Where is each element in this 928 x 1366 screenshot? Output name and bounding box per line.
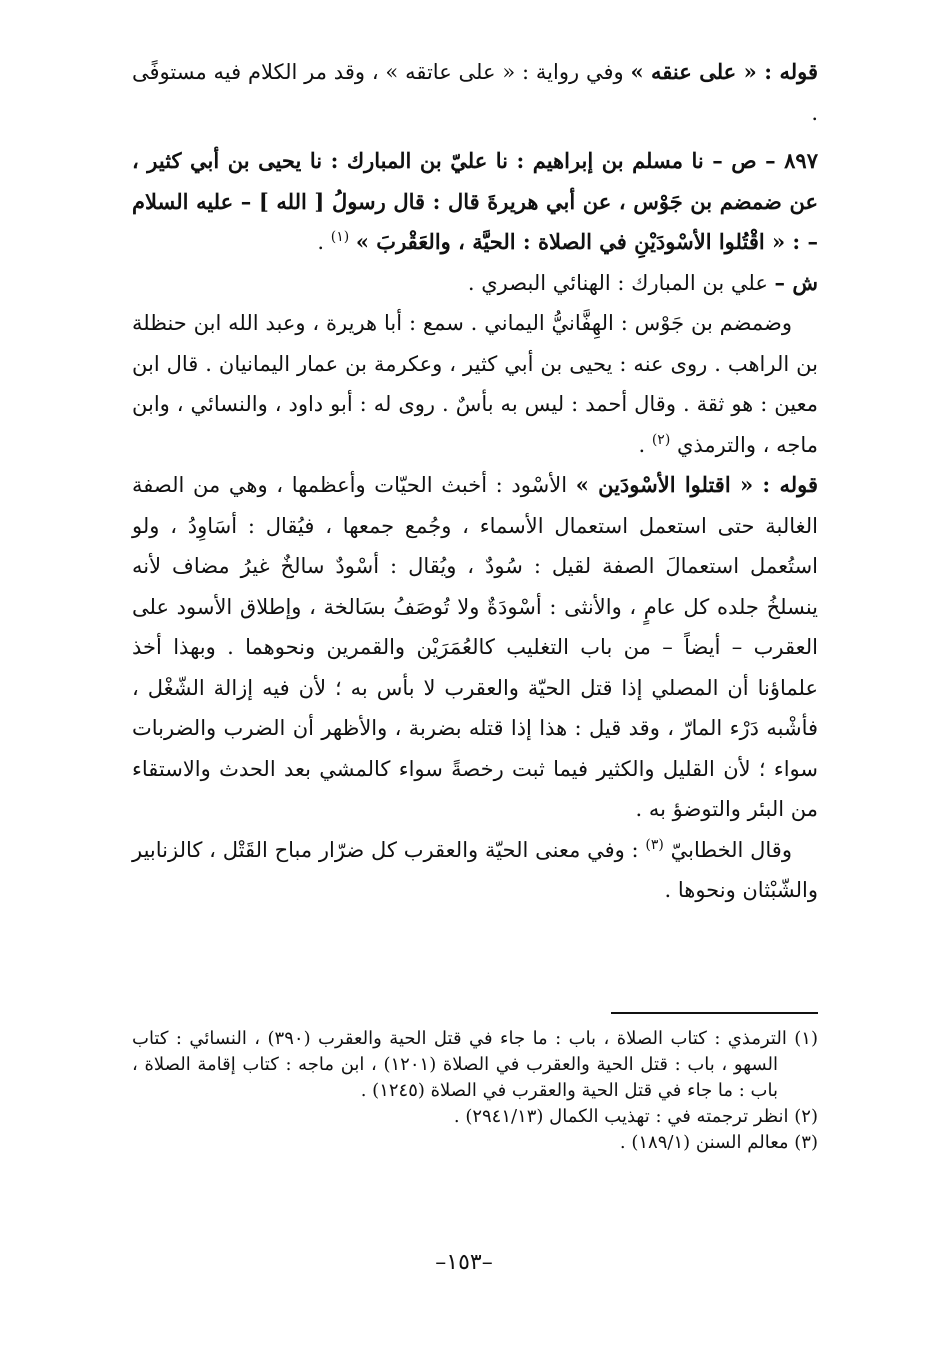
- paragraph-text: علي بن المبارك : الهنائي البصري .: [467, 270, 775, 295]
- footnote-divider: [611, 1012, 818, 1014]
- narrator-paragraph: [132, 303, 818, 465]
- hadith-897: [132, 141, 818, 263]
- footnote-ref-1: (١): [330, 229, 350, 245]
- paragraph-lead: قوله : « على عنقه »: [630, 59, 818, 84]
- footnotes: [132, 1026, 818, 1156]
- sharh-paragraph: [132, 263, 818, 304]
- hadith-text: ٨٩٧ – ص – نا مسلم بن إبراهيم : نا عليّ بن المبارك : نا يحيى بن أبي كثير ، عن ضمضم بن جَوْس ، عن أبي هريرةَ قال : قال رسولُ [ الله ] – عليه السلام – : « اقْتُلوا الأسْودَيْنِ في الصلاة : الحيَّة ، والعَقْربَ »: [132, 148, 818, 254]
- footnote-1: (١) الترمذي : كتاب الصلاة ، باب : ما جاء في قتل الحية والعقرب (٣٩٠) ، النسائي : كتاب السهو ، باب : قتل الحية والعقرب في الصلاة (١٢٠١) ، ابن ماجه : كتاب إقامة الصلاة ، باب : ما جاء في قتل الحية والعقرب في الصلاة (١٢٤٥) .: [132, 1028, 818, 1101]
- paragraph-text: وضمضم بن جَوْس : الهِفَّانيُّ اليماني . سمع : أبا هريرة ، وعبد الله ابن حنظلة بن الراهب . روى عنه : يحيى بن أبي كثير ، وعكرمة بن عمار اليمانيان . قال ابن معين : هو ثقة . وقال أحمد : ليس به بأسٌ . روى له : أبو داود ، والنسائي ، وابن ماجه ، والترمذي: [132, 311, 818, 457]
- footnote-2: (٢) انظر ترجمته في : تهذيب الكمال (٢٩٤١/١٣) .: [453, 1106, 818, 1127]
- paragraph-text: وقال الخطابيّ: [670, 837, 792, 862]
- khattabi-paragraph: [132, 830, 818, 911]
- paragraph-tail: : وفي معنى الحيّة والعقرب كل ضرّار مباح القَتْل ، كالزنابير والشّبْثان ونحوها .: [132, 837, 818, 902]
- paragraph-text: وفي رواية : « على عاتقه » ، وقد مر الكلام فيه مستوفًى .: [132, 60, 818, 125]
- paragraph-lead: قوله : « اقتلوا الأسْودَين »: [575, 472, 818, 497]
- page-number: –١٥٣–: [435, 1250, 493, 1275]
- paragraph-qawluhu-2: [132, 465, 818, 830]
- sharh-marker: ش –: [774, 269, 818, 295]
- main-text: [132, 52, 818, 911]
- footnote-ref-3: (٣): [645, 836, 664, 853]
- footnote-3: (٣) معالم السنن (١٨٩/١) .: [619, 1132, 818, 1153]
- paragraph-tail: .: [638, 432, 652, 457]
- hadith-tail: .: [317, 230, 331, 254]
- paragraph-text: الأسْود : أخبث الحيّات وأعظمها ، وهي من الصفة الغالبة حتى استعمل استعمال الأسماء ، وجُمع جمعها ، فيُقال : أسَاوِدُ ، ولو استُعمل استعمالَ الصفة لقيل : سُودٌ ، ويُقال : أسْودٌ سالخٌ غيرُ مضاف لأنه ينسلخُ جلده كل عامٍ ، والأنثى : أسْودَةٌ ولا تُوصَفُ بسَالخة ، وإطلاق الأسود على العقرب – أيضاً – من باب التغليب كالعُمَرَيْن والقمرين ونحوهما . وبهذا أخذ علماؤنا أن المصلي إذا قتل الحيّة والعقرب لا بأس به ؛ لأن فيه إزالة الشّغْل ، فأشْبه دَرْء المارّ ، وقد قيل : هذا إذا قتله بضربة ، والأظهر أن الضرب والضربات سواء ؛ لأن القليل والكثير فيما ثبت رخصةً سواء كالمشي بعد الحدث والاستقاء من البئر والتوضؤ به .: [132, 473, 818, 821]
- footnote-ref-2: (٢): [651, 431, 671, 448]
- paragraph-qawluhu-1: [132, 52, 818, 133]
